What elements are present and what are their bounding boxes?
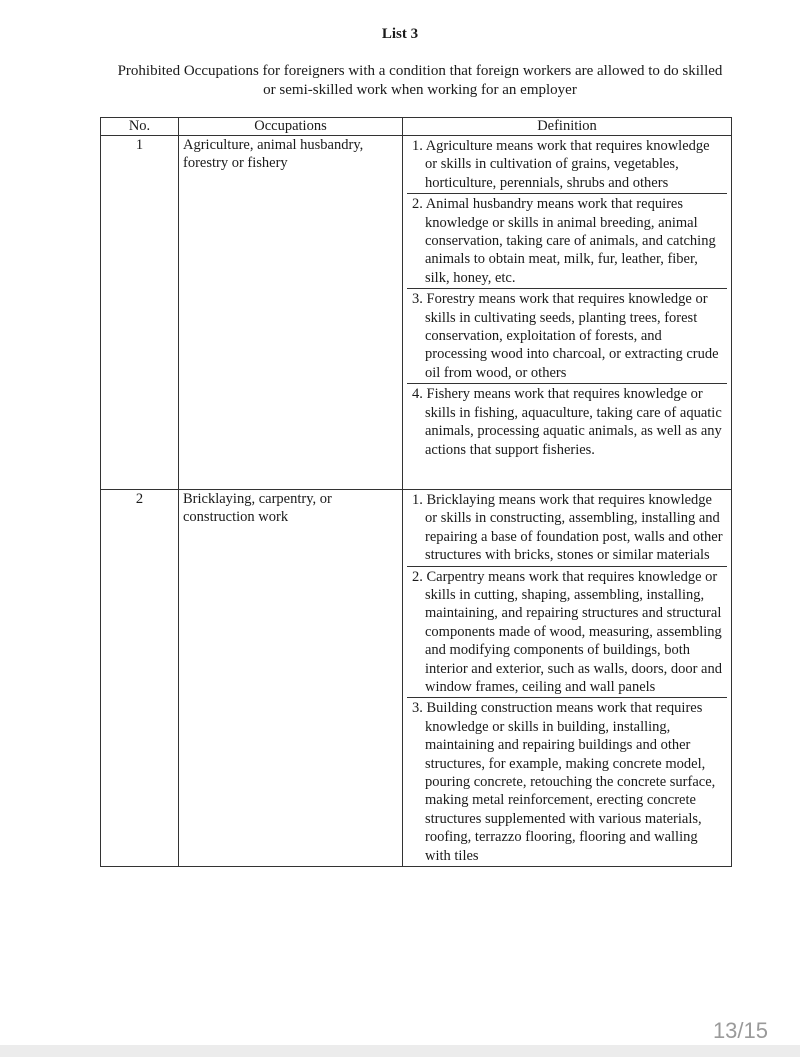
header-definition: Definition: [403, 118, 732, 136]
occupations-table: [100, 117, 732, 867]
definition-item: 3. Forestry means work that requires knowledge or skills in cultivating seeds, planting trees, forest conservation, exploitation of forests, and processing wood into charcoal, or extracting crude oil from wood, or others: [407, 289, 727, 384]
occupation-cell: Bricklaying, carpentry, or construction work: [179, 489, 403, 866]
document-title: List 3: [381, 26, 419, 42]
table-header-row: [101, 118, 732, 136]
header-no: No.: [101, 118, 179, 136]
row-number: 2: [101, 489, 179, 866]
definition-item: 4. Fishery means work that requires knowledge or skills in fishing, aquaculture, taking care of aquatic animals, processing aquatic animals, as well as any actions that support fisheries.: [412, 386, 722, 458]
definition-item: 1. Agriculture means work that requires knowledge or skills in cultivation of grains, vegetables, horticulture, perennials, shrubs and others: [407, 136, 727, 194]
occupation-cell: Agriculture, animal husbandry, forestry or fishery: [179, 136, 403, 490]
definition-cell: [403, 489, 732, 866]
definition-item: 2. Carpentry means work that requires knowledge or skills in cutting, shaping, assembling, installing, maintaining, and repairing structures and structural components made of wood, measuring, assembling and modifying components of buildings, both interior and exterior, such as walls, doors, door and window frames, ceiling and wall panels: [407, 567, 727, 699]
header-occupations: Occupations: [179, 118, 403, 136]
page-indicator: 13/15: [712, 1018, 768, 1043]
document-subtitle: Prohibited Occupations for foreigners with a condition that foreign workers are allowed to do skilled or semi-skilled work when working for an employer: [117, 63, 723, 98]
row-number: 1: [101, 136, 179, 490]
viewer-bottom-bar: [0, 1045, 800, 1057]
definition-item: 3. Building construction means work that requires knowledge or skills in building, installing, maintaining and repairing buildings and other structures, for example, making concrete model, pouring concrete, retouching the concrete surface, making metal reinforcement, erecting concrete structures supplemented with various materials, roofing, terrazzo flooring, flooring and walling with tiles: [412, 700, 716, 864]
table-row: [101, 489, 732, 866]
table-row: [101, 136, 732, 490]
definition-cell: [403, 136, 732, 490]
definition-item: 1. Bricklaying means work that requires knowledge or skills in constructing, assembling, installing and repairing a base of foundation post, walls and other structures with bricks, stones or similar materials: [407, 490, 727, 567]
definition-item: 2. Animal husbandry means work that requires knowledge or skills in animal breeding, animal conservation, taking care of animals, and catching animals to obtain meat, milk, fur, leather, fiber, silk, honey, etc.: [407, 194, 727, 289]
